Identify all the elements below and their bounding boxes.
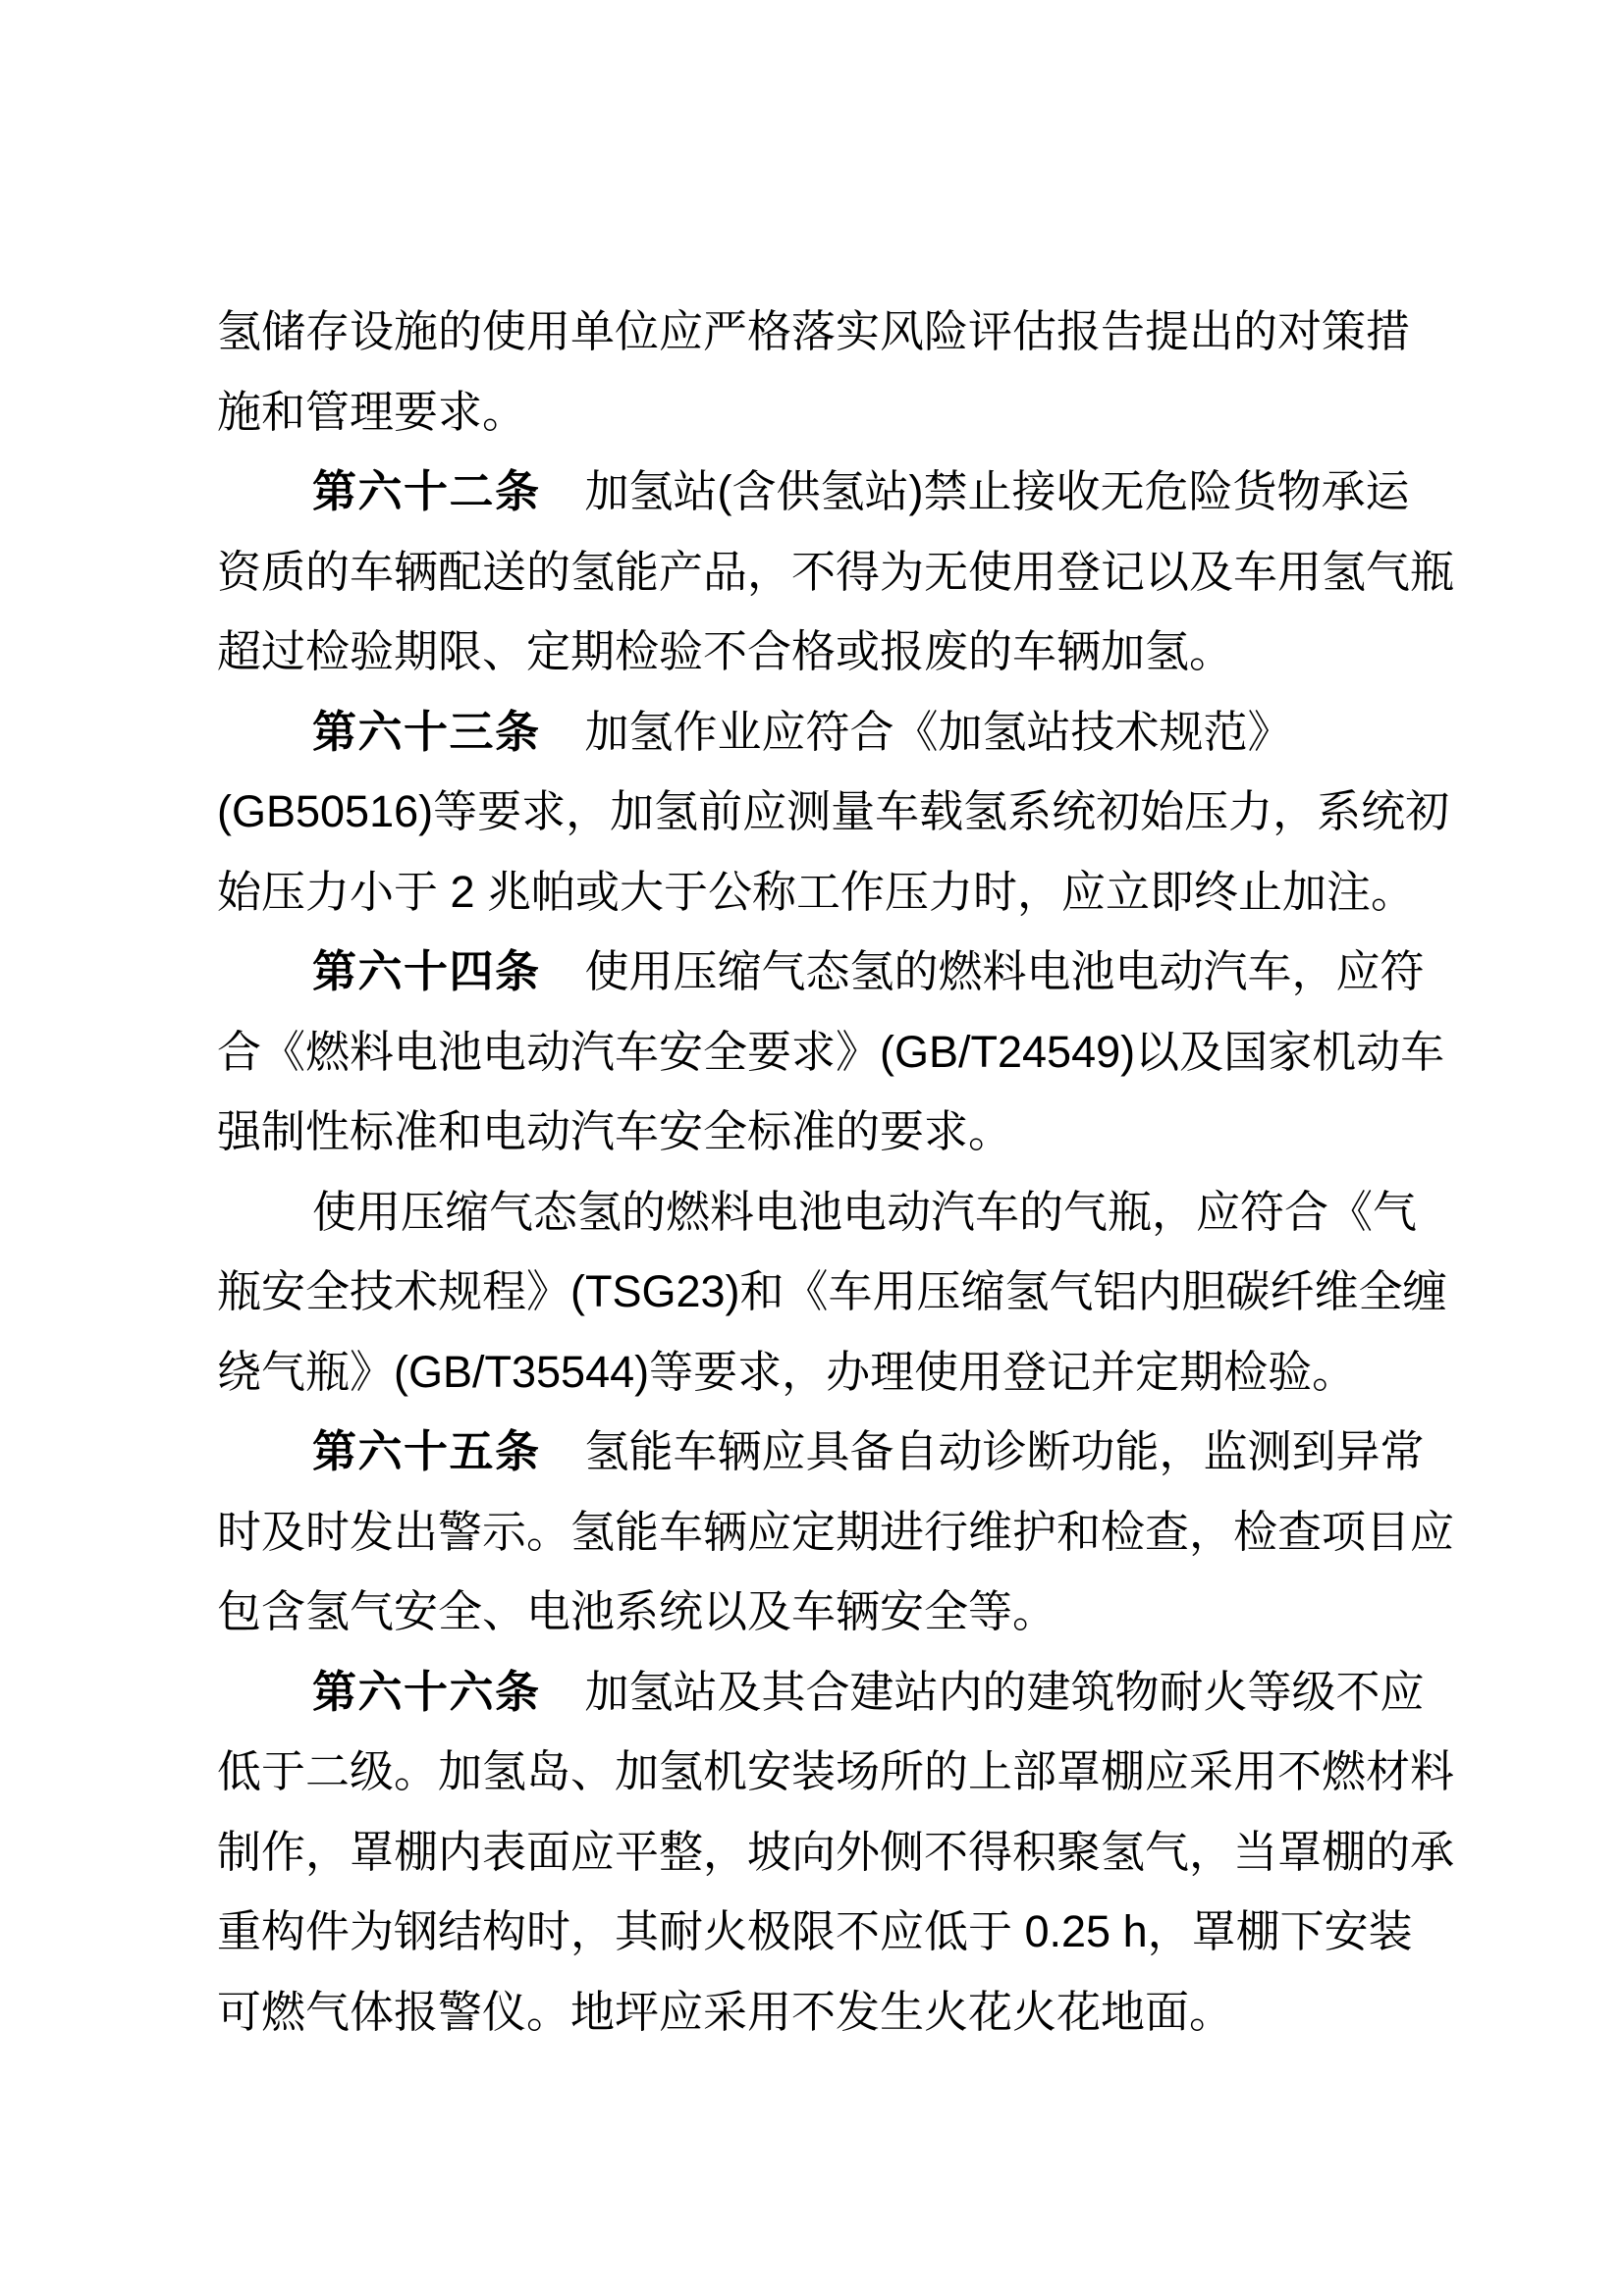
article-number: 第六十三条 xyxy=(312,706,541,757)
article-number: 第六十六条 xyxy=(312,1666,541,1717)
article-number: 第六十四条 xyxy=(312,946,541,996)
text-line xyxy=(217,1172,1432,1253)
line-text: 加氢站及其合建站内的建筑物耐火等级不应 xyxy=(584,1666,1425,1717)
text-line xyxy=(217,1972,1432,2053)
text-line xyxy=(217,852,1432,933)
text-line xyxy=(217,452,1432,532)
line-text: 超过检验期限、定期检验不合格或报废的车辆加氢。 xyxy=(217,626,1234,676)
line-text: 施和管理要求。 xyxy=(217,386,527,437)
text-line xyxy=(217,692,1432,773)
text-line xyxy=(217,612,1432,692)
text-line xyxy=(217,1412,1432,1492)
article-number: 第六十五条 xyxy=(312,1426,541,1476)
line-text: 瓶安全技术规程》(TSG23)和《车用压缩氢气铝内胆碳纤维全缠 xyxy=(217,1266,1447,1316)
line-text: (GB50516)等要求，加氢前应测量车载氢系统初始压力，系统初 xyxy=(217,786,1450,836)
line-text: 加氢作业应符合《加氢站技术规范》 xyxy=(584,706,1292,757)
line-text: 低于二级。加氢岛、加氢机安装场所的上部罩棚应采用不燃材料 xyxy=(217,1746,1455,1796)
article-number: 第六十二条 xyxy=(312,466,541,516)
text-line xyxy=(217,932,1432,1012)
line-text: 氢能车辆应具备自动诊断功能，监测到异常 xyxy=(584,1426,1425,1476)
text-line xyxy=(217,1732,1455,1812)
line-text: 使用压缩气态氢的燃料电池电动汽车的气瓶，应符合《气 xyxy=(312,1186,1418,1237)
text-line xyxy=(217,1892,1432,1972)
text-line xyxy=(217,292,1432,372)
line-text: 使用压缩气态氢的燃料电池电动汽车，应符 xyxy=(584,946,1425,996)
line-text: 时及时发出警示。氢能车辆应定期进行维护和检查，检查项目应 xyxy=(217,1506,1455,1557)
line-text: 绕气瓶》(GB/T35544)等要求，办理使用登记并定期检验。 xyxy=(217,1346,1357,1397)
text-line xyxy=(217,1332,1432,1413)
line-text: 加氢站(含供氢站)禁止接收无危险货物承运 xyxy=(584,466,1410,516)
text-line xyxy=(217,1492,1455,1573)
text-line xyxy=(217,1092,1432,1172)
text-line xyxy=(217,1572,1432,1652)
line-text: 氢储存设施的使用单位应严格落实风险评估报告提出的对策措 xyxy=(217,306,1411,356)
text-line xyxy=(217,1012,1445,1093)
line-text: 资质的车辆配送的氢能产品，不得为无使用登记以及车用氢气瓶 xyxy=(217,546,1455,597)
text-line xyxy=(217,372,1432,453)
text-line xyxy=(217,1812,1455,1893)
text-line xyxy=(217,1652,1432,1733)
text-line xyxy=(217,532,1455,613)
line-text: 合《燃料电池电动汽车安全要求》(GB/T24549)以及国家机动车 xyxy=(217,1026,1445,1077)
text-line xyxy=(217,1252,1447,1332)
text-line xyxy=(217,772,1450,852)
line-text: 重构件为钢结构时，其耐火极限不应低于 0.25 h，罩棚下安装 xyxy=(217,1906,1413,1956)
line-text: 制作，罩棚内表面应平整，坡向外侧不得积聚氢气，当罩棚的承 xyxy=(217,1826,1455,1877)
line-text: 可燃气体报警仪。地坪应采用不发生火花火花地面。 xyxy=(217,1986,1234,2037)
line-text: 始压力小于 2 兆帕或大于公称工作压力时，应立即终止加注。 xyxy=(217,866,1416,917)
line-text: 强制性标准和电动汽车安全标准的要求。 xyxy=(217,1106,1013,1156)
line-text: 包含氢气安全、电池系统以及车辆安全等。 xyxy=(217,1586,1057,1636)
